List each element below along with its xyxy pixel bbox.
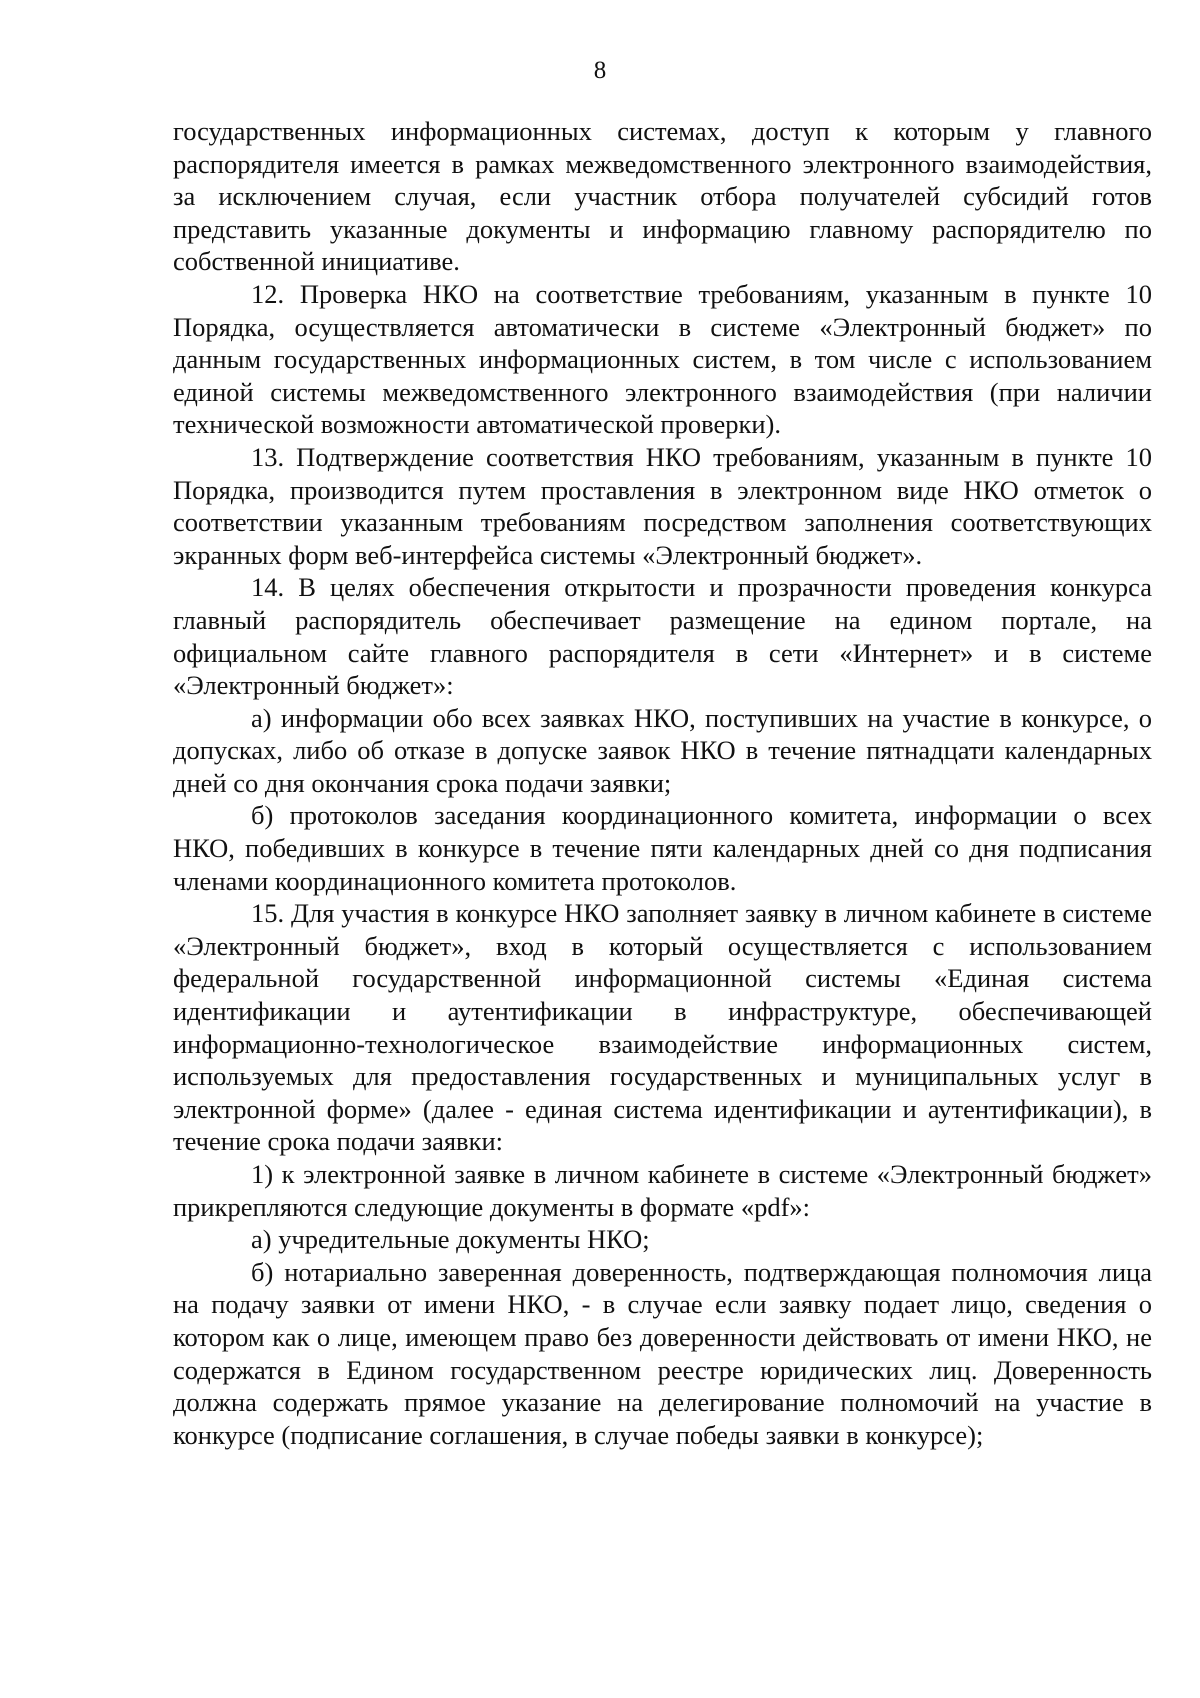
paragraph-item-14b: б) протоколов заседания координационного комитета, информации о всех НКО, победивших в конкурсе в течение пяти календарных дней со дня подписания членами координационного комитета протоколов. [173, 800, 1152, 896]
paragraph-item-14: 14. В целях обеспечения открытости и прозрачности проведения конкурса главный распорядитель обеспечивает размещение на едином портале, на официальном сайте главного распорядителя в сети «Интернет» и в системе «Электронный бюджет»: [173, 572, 1152, 701]
paragraph-item-13: 13. Подтверждение соответствия НКО требованиям, указанным в пункте 10 Порядка, производится путем проставления в электронном виде НКО отметок о соответствии указанным требованиям посредством заполнения соответствующих экранных форм веб-интерфейса системы «Электронный бюджет». [173, 441, 1152, 570]
paragraph-item-15: 15. Для участия в конкурсе НКО заполняет заявку в личном кабинете в системе «Электронный бюджет», вход в который осуществляется с использованием федеральной государственной информационной системы «Единая система идентификации и аутентификации в инфраструктуре, обеспечивающей информационно-технологическое взаимодействие информационных систем, используемых для предоставления государственных и муниципальных услуг в электронной форме» (далее - единая система идентификации и аутентификации), в течение срока подачи заявки: [173, 898, 1152, 1157]
paragraph-item-15-1: 1) к электронной заявке в личном кабинете в системе «Электронный бюджет» прикрепляются следующие документы в формате «pdf»: [173, 1159, 1152, 1222]
paragraph-item-12: 12. Проверка НКО на соответствие требованиям, указанным в пункте 10 Порядка, осуществляется автоматически в системе «Электронный бюджет» по данным государственных информационных систем, в том числе с использованием единой системы межведомственного электронного взаимодействия (при наличии технической возможности автоматической проверки). [173, 278, 1152, 440]
paragraph-item-15-1b: б) нотариально заверенная доверенность, подтверждающая полномочия лица на подачу заявки от имени НКО, - в случае если заявку подает лицо, сведения о котором как о лице, имеющем право без доверенности действовать от имени НКО, не содержатся в Едином государственном реестре юридических лиц. Доверенность должна содержать прямое указание на делегирование полномочий на участие в конкурсе (подписание соглашения, в случае победы заявки в конкурсе); [173, 1256, 1152, 1450]
paragraph-continuation: государственных информационных системах, доступ к которым у главного распорядителя имеется в рамках межведомственного электронного взаимодействия, за исключением случая, если участник отбора получателей субсидий готов представить указанные документы и информацию главному распорядителю по собственной инициативе. [173, 116, 1152, 277]
document-body [173, 115, 1152, 1451]
paragraph-item-15-1a: а) учредительные документы НКО; [251, 1224, 650, 1255]
page-number: 8 [593, 57, 607, 84]
paragraph-item-14a: а) информации обо всех заявках НКО, поступивших на участие в конкурсе, о допусках, либо об отказе в допуске заявок НКО в течение пятнадцати календарных дней со дня окончания срока подачи заявки; [173, 702, 1152, 798]
